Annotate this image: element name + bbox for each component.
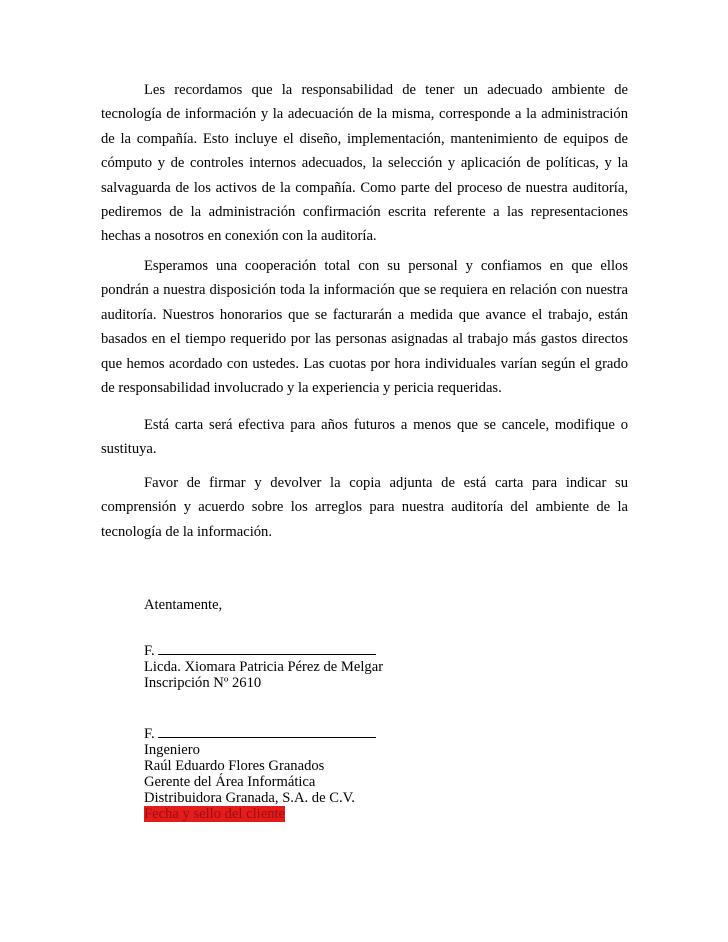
- paragraph-responsibility: Les recordamos que la responsabilidad de tener un adecuado ambiente de tecnología de información y la adecuación de la misma, corresponde a la administración de la compañía. Esto incluye el diseño, implementación, mantenimiento de equipos de cómputo y de controles internos adecuados, la selección y aplicación de políticas, y la salvaguarda de los activos de la compañía. Como parte del proceso de nuestra auditoría, pediremos de la administración confirmación escrita referente a las representaciones hechas a nosotros en conexión con la auditoría.: [101, 82, 628, 245]
- client-name: Raúl Eduardo Flores Granados: [144, 758, 325, 774]
- signature-block-auditor: [144, 641, 383, 691]
- signature-underline: [158, 724, 376, 738]
- auditor-registration: Inscripción Nº 2610: [144, 675, 262, 691]
- paragraph-cooperation-fees: Esperamos una cooperación total con su personal y confiamos en que ellos pondrán a nuestra disposición toda la información que se requiera en relación con nuestra auditoría. Nuestros honorarios que se facturarán a medida que avance el trabajo, están basados en el tiempo requerido por las personas asignadas al trabajo más gastos directos que hemos acordado con ustedes. Las cuotas por hora individuales varían según el grado de responsabilidad involucrado y la experiencia y pericia requeridas.: [101, 258, 628, 397]
- client-position: Gerente del Área Informática: [144, 774, 316, 790]
- signature-line: [144, 641, 383, 659]
- signature-line: [144, 724, 376, 742]
- closing-text: Atentamente,: [144, 597, 223, 613]
- signature-prefix: F.: [144, 726, 155, 742]
- closing: [144, 597, 222, 613]
- client-title: Ingeniero: [144, 742, 200, 758]
- paragraph-validity: Está carta será efectiva para años futuros a menos que se cancele, modifique o sustituya.: [101, 417, 628, 458]
- signature-prefix: F.: [144, 643, 155, 659]
- signature-underline: [158, 641, 376, 655]
- client-date-seal-line: [144, 806, 376, 822]
- auditor-name: Licda. Xiomara Patricia Pérez de Melgar: [144, 659, 384, 675]
- date-seal-highlight: Fecha y sello del cliente: [144, 806, 286, 822]
- signature-block-client: [144, 724, 376, 822]
- paragraph-sign-request: Favor de firmar y devolver la copia adjunta de está carta para indicar su comprensión y acuerdo sobre los arreglos para nuestra auditoría del ambiente de la tecnología de la información.: [101, 475, 628, 540]
- client-company: Distribuidora Granada, S.A. de C.V.: [144, 790, 355, 806]
